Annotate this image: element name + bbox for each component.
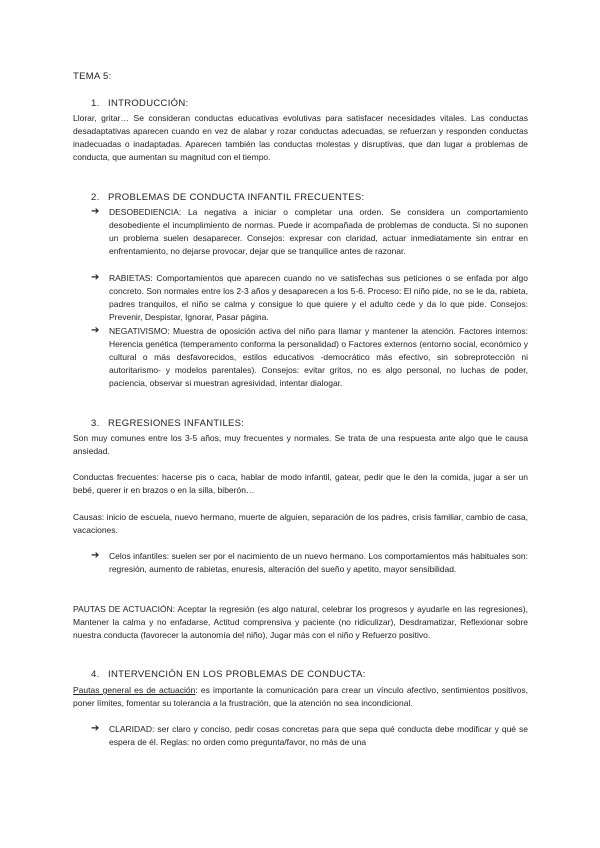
- paragraph-rest: : es importante la comunicación para crear un vínculo afectivo, sentimientos positivos, poner límites, fomentar su tolerancia a la frustración, que la atención no sea incondicional.: [73, 685, 528, 709]
- section-1-paragraph: Llorar, gritar… Se consideran conductas educativas evolutivas para satisfacer necesidades vitales. Las conductas desadaptativas aparecen cuando en vez de alabar y rozar conductas adecuadas, se refuerzan y responden conductas inadecuadas o inadaptadas. Aparecen también las conductas molestas y disruptivas, que dan lugar a problemas de conducta, que aumentan su magnitud con el tiempo.: [73, 113, 528, 163]
- section-number: 4.: [91, 669, 100, 680]
- list-item-text: CLARIDAD: ser claro y conciso, pedir cosas concretas para que sepa qué conducta debe modificar y qué se espera de él. Reglas: no orden como pregunta/favor, no más de una: [109, 724, 528, 748]
- section-number: 1.: [91, 98, 100, 109]
- section-number: 2.: [91, 192, 100, 203]
- list-item-text: RABIETAS: Comportamientos que aparecen cuando no ve satisfechas sus peticiones o se enfada por algo concreto. Son normales entre los 2-3 años y desaparecen a los 5-6. Proceso: El niño pide, no se le da, rabieta, padres tranquilos, el niño se calma y consigue lo que quiere y el adulto cede y da lo que pide. Consejos: Prevenir, Despistar, Ignorar, Pasar página.: [109, 273, 528, 323]
- arrow-icon: ➔: [91, 325, 100, 336]
- section-number: 3.: [91, 418, 100, 429]
- arrow-icon: ➔: [91, 206, 100, 217]
- section-3-pautas: PAUTAS DE ACTUACIÓN: Aceptar la regresión (es algo natural, celebrar los progresos y ayudarle en las regresiones), Mantener la calma y no enfadarse, Actitud comprensiva y paciente (no ridiculizar), Desdramatizar, Reflexionar sobre nuestra conducta (favorecer la autonomía del niño), Jugar más con el niño y Refuerzo positivo.: [73, 604, 528, 641]
- section-title: PROBLEMAS DE CONDUCTA INFANTIL FRECUENTES:: [108, 192, 365, 203]
- section-2-heading: [91, 192, 364, 203]
- arrow-icon: ➔: [91, 550, 100, 561]
- arrow-icon: ➔: [91, 272, 100, 283]
- section-4-heading: [91, 669, 366, 680]
- section-4-paragraph: [73, 684, 528, 710]
- list-item-claridad: [91, 723, 528, 749]
- section-title: INTRODUCCIÓN:: [108, 98, 189, 109]
- section-3-intro: Son muy comunes entre los 3-5 años, muy frecuentes y normales. Se trata de una respuesta ante algo que le causa ansiedad.: [73, 433, 528, 457]
- list-item-text: NEGATIVISMO: Muestra de oposición activa del niño para llamar y mantener la atención. Factores internos: Herencia genética (temperamento conforma la personalidad) o Factores externos (entorno social, económico y cultural o más desfavorecidos, estilos educativos -democrático más efectivo, sin sobreprotección ni autoritarismo- y modelos parentales). Consejos: evitar gritos, no es algo personal, no luchas de poder, paciencia, observar si muestran agresividad, intentar dialogar.: [109, 326, 528, 389]
- list-item-text: Celos infantiles: suelen ser por el nacimiento de un nuevo hermano. Los comportamientos más habituales son: regresión, aumento de rabietas, enuresis, alteración del sueño y apetito, mayor sensibilidad.: [109, 551, 528, 575]
- arrow-icon: ➔: [91, 723, 100, 734]
- list-item-text: DESOBEDIENCIA: La negativa a iniciar o completar una orden. Se considera un comportamiento desobediente el incumplimiento de normas. Puede ir acompañada de problemas de conducta. Si no suponen un problema suelen desaparecer. Consejos: expresar con claridad, actuar inmediatamente sin entrar en enfrentamiento, no dejarse provocar, dejar que se tranquilice antes de razonar.: [109, 207, 528, 257]
- list-item-rabietas: [91, 272, 528, 324]
- section-3-heading: [91, 418, 244, 429]
- section-title: INTERVENCIÓN EN LOS PROBLEMAS DE CONDUCTA:: [108, 669, 366, 680]
- list-item-desobediencia: [91, 206, 528, 258]
- section-title: REGRESIONES INFANTILES:: [108, 418, 245, 429]
- list-item-negativismo: [91, 325, 528, 390]
- underlined-lead: Pautas general es de actuación: [73, 685, 196, 695]
- section-3-causas: Causas: inicio de escuela, nuevo hermano, muerte de alguien, separación de los padres, crisis familiar, cambio de casa, vacaciones.: [73, 512, 528, 536]
- document-title: TEMA 5:: [73, 71, 112, 82]
- section-1-heading: [91, 98, 188, 109]
- section-3-conductas: Conductas frecuentes: hacerse pis o caca, hablar de modo infantil, gatear, pedir que le den la comida, jugar a ser un bebé, querer ir en brazos o en la silla, biberón…: [73, 472, 528, 496]
- list-item-celos: [91, 550, 528, 576]
